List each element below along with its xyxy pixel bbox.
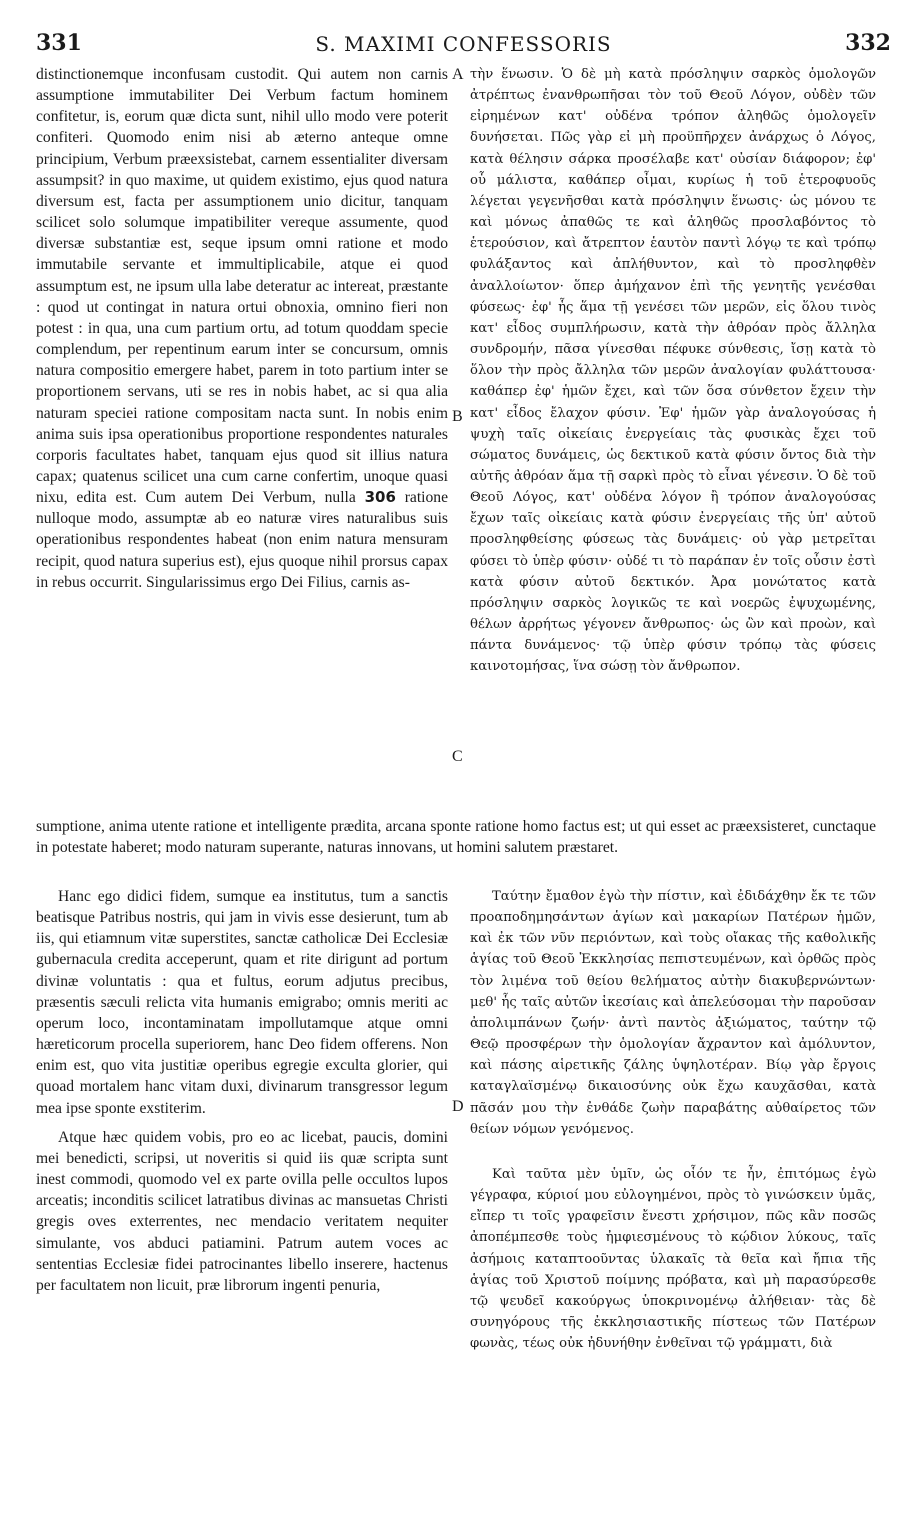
greek-paragraph: Ταύτην ἔμαθον ἐγὼ τὴν πίστιν, καὶ ἐδιδάχθην ἔκ τε τῶν προαποδημησάντων ἁγίων καὶ μακαρίων Πατέρων ἡμῶν, καὶ ἐκ τῶν νῦν περιόντων, καὶ τοὺς οἴακας τῆς καθολικῆς ἁγίας τοῦ Θεοῦ Ἐκκλησίας πεπιστευμένων, καὶ ὀρθῶς πρὸς τὸν λιμένα τοῦ θείου θελήματος αὐτὴν διακυβερνώντων· μεθ' ἧς ταῖς αὐτῶν ἱκεσίαις καὶ ἀπελεύσομαι τὴν παροῦσαν ἀπολιμπάνων ζωήν· ἀντὶ παντὸς ἀξιώματος, ταύτην τῷ Θεῷ προσφέρων τὴν ὁμολογίαν ἄχραντον καὶ ἀμόλυντον, καὶ πάσης αἱρετικῆς ζάλης ὑψηλοτέραν. Βίῳ γὰρ ἔργοις καταγλαϊσμένῳ δικαιοσύνης οὐκ ἔχω καυχᾶσθαι, κατὰ πᾶσάν μου τὴν ἐνθάδε ζωὴν παραβάτης αὐθαίρετος τῶν θείων νόμων γενόμενος. (470, 889, 876, 1137)
column-number: 306 (364, 488, 396, 507)
margin-letter-d: D (452, 1098, 464, 1115)
latin-paragraph: Atque hæc quidem vobis, pro eo ac licebat, paucis, domini mei benedicti, scripsi, ut noveritis si quid iis quæ scripta sunt inest commodi, quomodo vel ex parte ovilla pelle occultos lupos arceatis; inconditis scilicet latratibus divinas ac mansuetas Christi gregis oves exterrentes, nec mendacio veritatem nequiter simulante, vos abduci patiamini. Patrum autem voces ac sententias Ecclesiæ fidei patrocinantes libello inserere, hactenus per facultatem non licuit, præ librorum ingenti penuria, (36, 1128, 448, 1294)
running-title: S. MAXIMI CONFESSORIS (315, 32, 612, 56)
margin-letter-c: C (452, 748, 463, 765)
page-header (36, 30, 891, 60)
margin-letter-a: A (452, 66, 464, 83)
latin-column-lower (36, 886, 448, 1526)
page-number-right: 332 (845, 30, 891, 56)
page-number-left: 331 (36, 30, 82, 56)
latin-text: distinctionemque inconfusam custodit. Qui autem non carnis assumptione immutabiliter Dei Verbum factum hominem confitetur, is, eorum quæ dicta sunt, nihil ullo modo vere poterit confiteri. Quomodo enim nisi ab æterno anteque omne principium, Verbum præexsistebat, carnem essentialiter diversam assumpsit? in quo maxime, ut quidem existimo, ejus quod natura diversum est, facta per assumptionem unio dicitur, tanquam scilicet solo solumque impatibiliter vereque assumente, quod diversæ substantiæ est, seque ipsum omni ratione et modo immutabile servante et immultiplicabile, atque ei quod assumptum est, ne ipsum ulla labe deteratur ac intereat, præstante : quod ut contingat in natura ortui obnoxia, omnino fieri non potest : in qua, una cum partium ortu, ad totum quoddam specie complendum, per repentinum earum inter se concursum, omnis natura compositio emergere habet, parem in toto partium inter se proportionem servans, uti se res in nobis habet, ac si qua alia naturam speciei ratione compositam nacta sunt. In nobis enim anima suis ipsa operationibus proportione respondentes naturales corporis facultates habet, tanquam ejus quod sit illius natura capax; quatenus scilicet una cum carne confertim, unoque quasi nixu, edita est. Cum autem Dei Verbum, nulla (36, 66, 448, 507)
margin-letter-b: B (452, 408, 463, 425)
latin-paragraph (36, 64, 448, 593)
latin-text: ratione nulloque modo, assumptæ ab eo naturæ vires naturalibus suis operationibus respondentes habeat (non enim natura mensuram recipit, quod natura superius est), ejus quoque nihil prorsus capax in rebus occurrit. Singularissimus ergo Dei Filius, carnis as- (36, 489, 448, 591)
greek-column-upper (470, 64, 876, 816)
latin-column-upper (36, 64, 448, 816)
greek-column-lower (470, 886, 876, 1526)
spanning-latin-text: sumptione, anima utente ratione et intelligente prædita, arcana sponte ratione homo factus est; ut qui esset ac præexsisteret, cunctaque in potestate haberet; modo naturam superante, naturas innovans, ut homini salutem præstaret. (36, 818, 876, 856)
greek-paragraph: Καὶ ταῦτα μὲν ὑμῖν, ὡς οἷόν τε ἦν, ἐπιτόμως ἐγὼ γέγραφα, κύριοί μου εὐλογημένοι, πρὸς τὸ γινώσκειν ὑμᾶς, εἴπερ τι τοῖς γραφεῖσιν ἔνεστι χρήσιμον, πῶς κἂν ποσῶς ἀποπέμπεσθε τοὺς ἠμφιεσμένους τὸ κῴδιον λύκους, ταῖς ἀσήμοις καταπτοοῦντας ὑλακαῖς τὰ θεῖα καὶ ἤπια τῆς ἁγίας τοῦ Χριστοῦ ποίμνης πρόβατα, καὶ μὴ παρασύρεσθε τῷ ψευδεῖ κακούργως ὑποκρινομένῳ ἀλήθειαν· τὰς δὲ συνηγόρους τῆς ἐκκλησιαστικῆς πίστεως τῶν Πατέρων φωνὰς, τέως οὐκ ἠδυνήθην ἐνθεῖναι τῷ γράμματι, διὰ (470, 1166, 876, 1352)
latin-paragraph: Hanc ego didici fidem, sumque ea institutus, tum a sanctis beatisque Patribus nostris, qui jam in vivis esse desierunt, tum ab iis, qui etiamnum vitæ superstites, sanctæ catholicæ Dei Ecclesiæ gubernacula credita acceperunt, quam et rite dirigunt ad portum divinæ voluntatis : qua et fultus, eorum adjutus precibus, præsentis sæculi relicta vita humanis emigrabo; omnis meriti ac operum loco, incontaminatam impollutamque atque omni hæreticorum procella superiorem, hanc Deo fidem offerens. Non enim est, quo vita justitiæ operibus egregie exculta glorier, qui quoad mortalem hanc vitam duxi, divinarum transgressor legum mea ipse sponte exstiterim. (36, 888, 448, 1117)
greek-paragraph: τὴν ἕνωσιν. Ὁ δὲ μὴ κατὰ πρόσληψιν σαρκὸς ὁμολογῶν ἀτρέπτως ἐνανθρωπῆσαι τὸν τοῦ Θεοῦ Λόγον, οὐδὲν τῶν εἰρημένων κατ' οὐδένα τρόπον ἀληθῶς ὁμολογεῖν δυνήσεται. Πῶς γὰρ εἰ μὴ προϋπῆρχεν ἀνάρχως ὁ Λόγος, κατὰ θέλησιν σάρκα προσέλαβε κατ' οὐσίαν διάφορον; ἐφ' οὗ μάλιστα, καθάπερ οἶμαι, κυρίως ἡ τοῦ ἑτεροφυοῦς λέγεται γεγενῆσθαι κατὰ πρόσληψιν ἕνωσις· ὡς μόνου τε καὶ μόνως ἀπαθῶς τε καὶ ἀληθῶς προσλαβόντος τὸ ἑτερούσιον, καὶ ἄτρεπτον ἑαυτὸν παντὶ λόγῳ τε καὶ τρόπῳ φυλάξαντος καὶ ἀπλήθυντον, καὶ τὸ προσληφθὲν ἀναλλοίωτον· ὅπερ ἀμήχανον ἐπὶ τῆς γενητῆς γενέσθαι φύσεως· ἐφ' ἧς ἅμα τῇ γενέσει τῶν μερῶν, εἰς ὅλου τινὸς κατ' εἶδος συμπλήρωσιν, κατὰ τὴν ἀθρόαν πρὸς ἄλληλα συνδρομήν, πᾶσα γίνεσθαι πέφυκε σύνθεσις, ἴσῃ κατὰ τὸ ὅλον τὴν πρὸς ἄλληλα τῶν μερῶν ἀναλογίαν φυλάττουσα· καθάπερ ἐφ' ἡμῶν ἔχει, καὶ τῶν ὅσα σύνθετον ἔχειν τὴν κατ' εἶδος ἔλαχον φύσιν. Ἐφ' ἡμῶν γὰρ ἀναλογούσας ἡ ψυχὴ ταῖς οἰκείαις ἐνεργείαις τὰς φυσικὰς ἔχει τοῦ σώματος δυνάμεις, ὡς δεκτικοῦ κατὰ φύσιν ὄντος διὰ τὴν αὐτῆς ἀθρόαν ἅμα τῇ σαρκὶ πρὸς τὸ εἶναι γένεσιν. Ὁ δὲ τοῦ Θεοῦ Λόγος, κατ' οὐδένα λόγον ἢ τρόπον ἀναλογούσας ἔχων ταῖς οἰκείαις κατὰ φύσιν ἐνεργείαις τῆς ὑπ' αὐτοῦ προσληφθείσης φύσεως τὰς δυνάμεις· οὐ γὰρ μετρεῖται φύσει τὸ ὑπὲρ φύσιν· οὐδέ τι τὸ παράπαν ἐν τοῖς οὖσιν ἐστὶ κατὰ φύσιν αὐτοῦ δεκτικόν. Ἀρα μονώτατος κατὰ πρόσληψιν σαρκὸς λογικῶς τε καὶ νοερῶς ἐψυχωμένης, θέλων ἀρρήτως γέγονεν ἄνθρωπος· ὡς ὢν καὶ προὼν, καὶ πάντα δυνάμενος· τῷ ὑπὲρ φύσιν τρόπῳ τὰς φύσεις καινοτομήσας, ἵνα σώσῃ τὸν ἄνθρωπον. (470, 67, 876, 675)
